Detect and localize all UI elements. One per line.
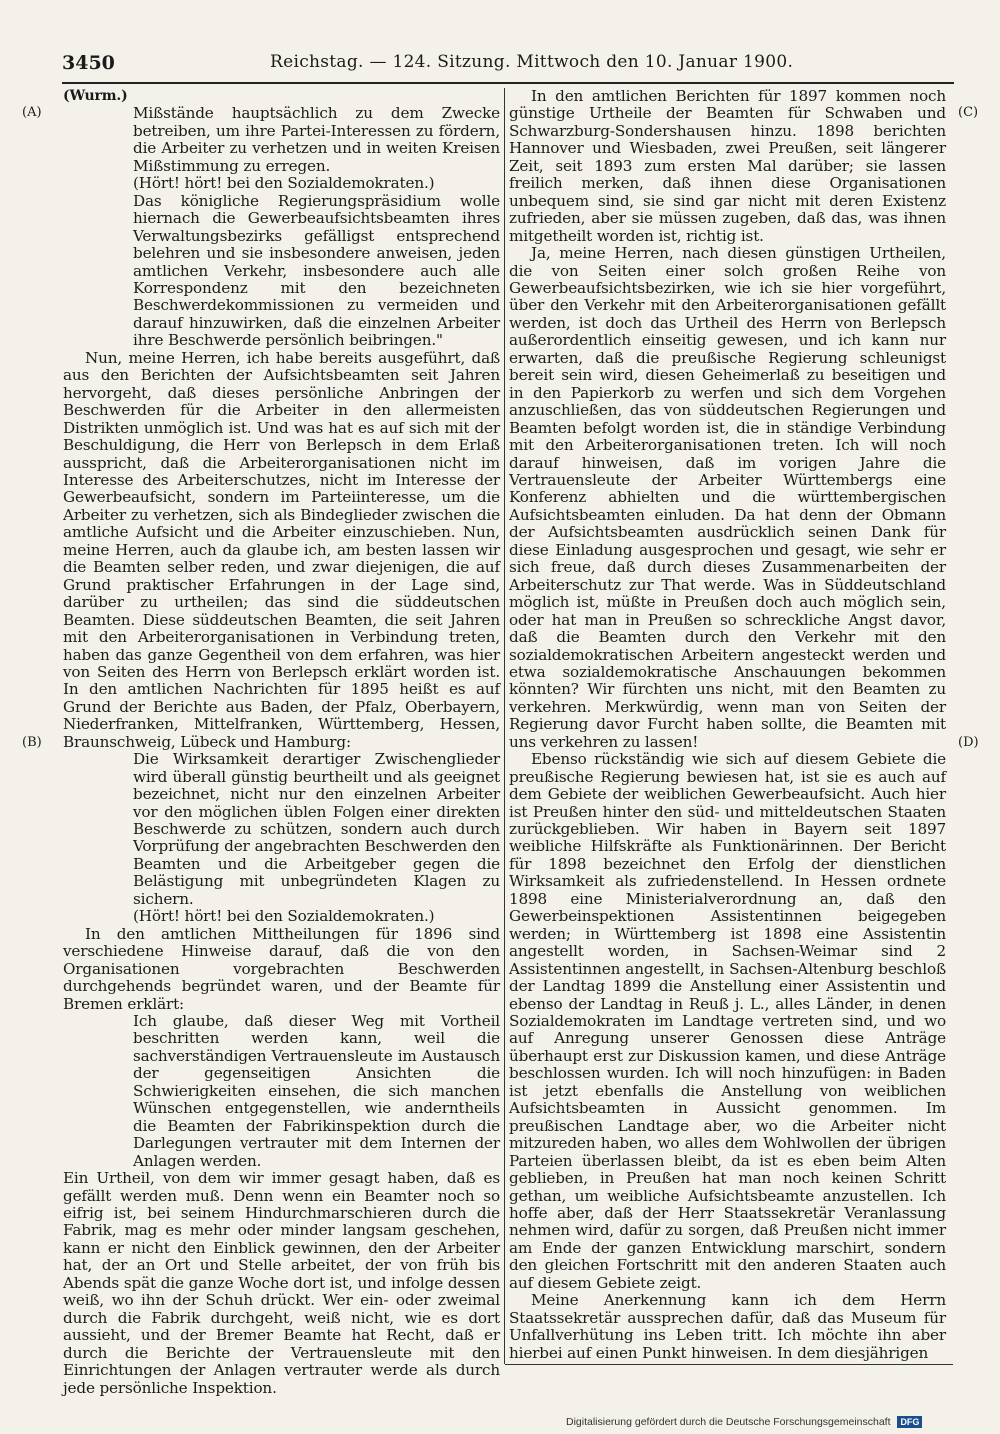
body-paragraph: In den amtlichen Mittheilungen für 1896 sind verschiedene Hinweise darauf, daß die von den Organisationen vorgebrachten Beschwerden durchgehends begründet waren, und der Beamte für Bremen erklärt: [63, 924, 500, 1013]
margin-marker-d: (D) [958, 735, 979, 750]
left-column [63, 88, 500, 1397]
body-paragraph: Ein Urtheil, von dem wir immer gesagt haben, daß es gefällt werden muß. Denn wenn ein Beamter noch so eifrig ist, bei seinem Hindurchmarschieren durch die Fabrik, mag es mehr oder minder langsam geschehen, kann er nicht den Einblick gewinnen, den der Arbeiter hat, der an Ort und Stelle arbeitet, der von früh bis Abends spät die ganze Woche dort ist, und infolge dessen weiß, wo ihn der Schuh drückt. Wer ein- oder zweimal durch die Fabrik durchgeht, weiß nicht, wie es dort aussieht, und der Bremer Beamte hat Recht, daß er durch die Berichte der Vertrauensleute mit den Einrichtungen der Anlagen vertrauter werde als durch jede persönliche Inspektion. [63, 1169, 500, 1397]
page-number: 3450 [62, 52, 115, 74]
body-paragraph: Meine Anerkennung kann ich dem Herrn Staatssekretär aussprechen dafür, daß das Museum für Unfallverhütung ins Leben tritt. Ich möchte ihn aber hierbei auf einen Punkt hinweisen. In dem diesjährigen [509, 1291, 946, 1362]
quote-paragraph: Das königliche Regierungspräsidium wolle hiernach die Gewerbeaufsichtsbeamten ihres Verwaltungsbezirks gefälligst entsprechend belehren und sie insbesondere anweisen, jeden amtlichen Verkehr, insbesondere auch alle Korrespondenz mit den bezeichneten Beschwerdekommissionen zu vermeiden und darauf hinzuwirken, daß die einzelnen Arbeiter ihre Beschwerde persönlich beibringen." [133, 191, 500, 350]
running-title: Reichstag. — 124. Sitzung. Mittwoch den 10. Januar 1900. [270, 52, 794, 72]
speaker-label: (Wurm.) [63, 88, 128, 104]
body-paragraph: In den amtlichen Berichten für 1897 kommen noch günstige Urtheile der Beamten für Schwaben und Schwarzburg-Sondershausen hinzu. 1898 berichten Hannover und Wiesbaden, zwei Preußen, seit längerer Zeit, seit 1893 zum ersten Mal darüber; sie lassen freilich merken, daß ihnen diese Organisationen unbequem sind, sie sind gar nicht mit deren Existenz zufrieden, aber sie müssen zugeben, daß das, was ihnen mitgetheilt worden ist, richtig ist. [509, 87, 946, 245]
quote-paragraph: Ich glaube, daß dieser Weg mit Vortheil beschritten werden kann, weil die sachverständigen Vertrauensleute im Austausch der gegenseitigen Ansichten die Schwierigkeiten einsehen, die sich manchen Wünschen entgegenstellen, wie anderntheils die Beamten der Fabrikinspektion durch die Darlegungen vertrauter mit dem Internen der Anlagen werden. [133, 1012, 500, 1170]
margin-marker-c: (C) [958, 105, 979, 120]
interjection: (Hört! hört! bei den Sozialdemokraten.) [133, 907, 435, 926]
margin-marker-a: (A) [22, 105, 42, 120]
dfg-logo: DFG [897, 1416, 922, 1428]
body-paragraph: Nun, meine Herren, ich habe bereits ausgeführt, daß aus den Berichten der Aufsichtsbeamten seit Jahren hervorgeht, daß dieses persönliche Anbringen der Beschwerden für die Arbeiter in den allermeisten Distrikten unmöglich ist. Und was hat es auf sich mit der Beschuldigung, die Herr von Berlepsch in dem Erlaß ausspricht, daß die Arbeiterorganisationen nicht im Interesse des Arbeiterschutzes, nicht im Interesse der Gewerbeaufsicht, sondern im Parteiinteresse, um die Arbeiter zu verhetzen, sich als Bindeglieder zwischen die amtliche Aufsicht und die Arbeiter einzuschieben. Nun, meine Herren, auch da glaube ich, am besten lassen wir die Beamten selber reden, und zwar diejenigen, die auf Grund praktischer Erfahrungen in der Lage sind, darüber zu urtheilen; das sind die süddeutschen Beamten. Diese süddeutschen Beamten, die seit Jahren mit den Arbeiterorganisationen in Verbindung treten, haben das ganze Gegentheil von dem erfahren, was hier von Seiten des Herrn von Berlepsch erklärt worden ist. In den amtlichen Nachrichten für 1895 heißt es auf Grund der Berichte aus Baden, der Pfalz, Oberbayern, Niederfranken, Mittelfranken, Württemberg, Hessen, Braunschweig, Lübeck und Hamburg: [63, 348, 500, 751]
header-rule [62, 82, 954, 84]
body-paragraph: Ja, meine Herren, nach diesen günstigen Urtheilen, die von Seiten einer solch großen Reihe von Gewerbeaufsichtsbezirken, wie ich sie hier vorgeführt, über den Verkehr mit den Arbeiterorganisationen gefällt werden, ist doch das Urtheil des Herrn von Berlepsch außerordentlich einseitig gewesen, und ich kann nur erwarten, daß die preußische Regierung schleunigst bereit sein wird, diesen Geheimerlaß zu beseitigen und in den Papierkorb zu werfen und sich dem Vorgehen anzuschließen, das von süddeutschen Regierungen und Beamten befolgt worden ist, die in ständige Verbindung mit den Arbeiterorganisationen treten. Ich will noch darauf hinweisen, daß im vorigen Jahre die Vertrauensleute der Arbeiter Württembergs eine Konferenz abhielten und die württembergischen Aufsichtsbeamten einluden. Da hat denn der Obmann der Aufsichtsbeamten ausdrücklich seinen Dank für diese Einladung ausgesprochen und gesagt, wie sehr er sich freue, daß durch dieses Zusammenarbeiten der Arbeiterschutz zur That werde. Was in Süddeutschland möglich ist, müßte in Preußen doch auch möglich sein, oder hat man in Preußen so schreckliche Angst davor, daß die Beamten durch den Verkehr mit den sozialdemokratischen Arbeitern angesteckt werden und etwa sozialdemokratische Anschauungen bekommen könnten? Wir fürchten uns nicht, mit den Beamten zu verkehren. Merkwürdig, wenn man von Seiten der Regierung davor Furcht haben sollte, die Beamten mit uns verkehren zu lassen! [509, 244, 946, 751]
quote-paragraph: Mißstände hauptsächlich zu dem Zwecke betreiben, um ihre Partei-Interessen zu fördern, die Arbeiter zu verhetzen und in weiten Kreisen Mißstimmung zu erregen. [133, 104, 500, 175]
bottom-rule [505, 1364, 953, 1365]
column-separator [504, 88, 505, 1364]
page-header [62, 52, 794, 78]
right-column [509, 88, 946, 1362]
margin-marker-b: (B) [22, 735, 42, 750]
quote-paragraph: Die Wirksamkeit derartiger Zwischenglieder wird überall günstig beurtheilt und als geeignet bezeichnet, nicht nur den einzelnen Arbeiter vor den möglichen üblen Folgen einer direkten Beschwerde zu schützen, sondern auch durch Vorprüfung der angebrachten Beschwerden den Beamten und die Arbeitgeber gegen die Belästigung mit unbegründeten Klagen zu sichern. [133, 750, 500, 908]
body-paragraph: Ebenso rückständig wie sich auf diesem Gebiete die preußische Regierung bewiesen hat, ist sie es auch auf dem Gebiete der weiblichen Gewerbeaufsicht. Auch hier ist Preußen hinter den süd- und mitteldeutschen Staaten zurückgeblieben. Wir haben in Bayern seit 1897 weibliche Hilfskräfte als Funktionärinnen. Der Bericht für 1898 bezeichnet den Erfolg der dienstlichen Wirksamkeit als zufriedenstellend. In Hessen ordnete 1898 eine Ministerialverordnung an, daß den Gewerbeinspektionen Assistentinnen beigegeben werden; in Württemberg ist 1898 eine Assistentin angestellt worden, in Sachsen-Weimar sind 2 Assistentinnen angestellt, in Sachsen-Altenburg beschloß der Landtag 1899 die Anstellung einer Assistentin und ebenso der Landtag in Reuß j. L., alles Länder, in denen Sozialdemokraten im Landtage vertreten sind, und wo auf Anregung unserer Genossen diese Anträge überhaupt erst zur Diskussion kamen, und diese Anträge beschlossen wurden. Ich will noch hinzufügen: in Baden ist jetzt ebenfalls die Anstellung von weiblichen Aufsichtsbeamten in Aussicht genommen. Im preußischen Landtage aber, wo die Arbeiter nicht mitzureden haben, wo alles dem Wohlwollen der übrigen Parteien überlassen bleibt, da ist es eben beim Alten geblieben, in Preußen hat man noch keinen Schritt gethan, um weibliche Aufsichtsbeamte anzustellen. Ich hoffe aber, daß der Herr Staatssekretär Veranlassung nehmen wird, dafür zu sorgen, daß Preußen nicht immer am Ende der ganzen Entwicklung marschirt, sondern den gleichen Fortschritt mit den anderen Staaten auch auf diesem Gebiete zeigt. [509, 750, 946, 1292]
interjection: (Hört! hört! bei den Sozialdemokraten.) [133, 174, 435, 193]
credit-text: Digitalisierung gefördert durch die Deutsche Forschungsgemeinschaft [566, 1416, 891, 1428]
digitization-credit [566, 1416, 922, 1428]
